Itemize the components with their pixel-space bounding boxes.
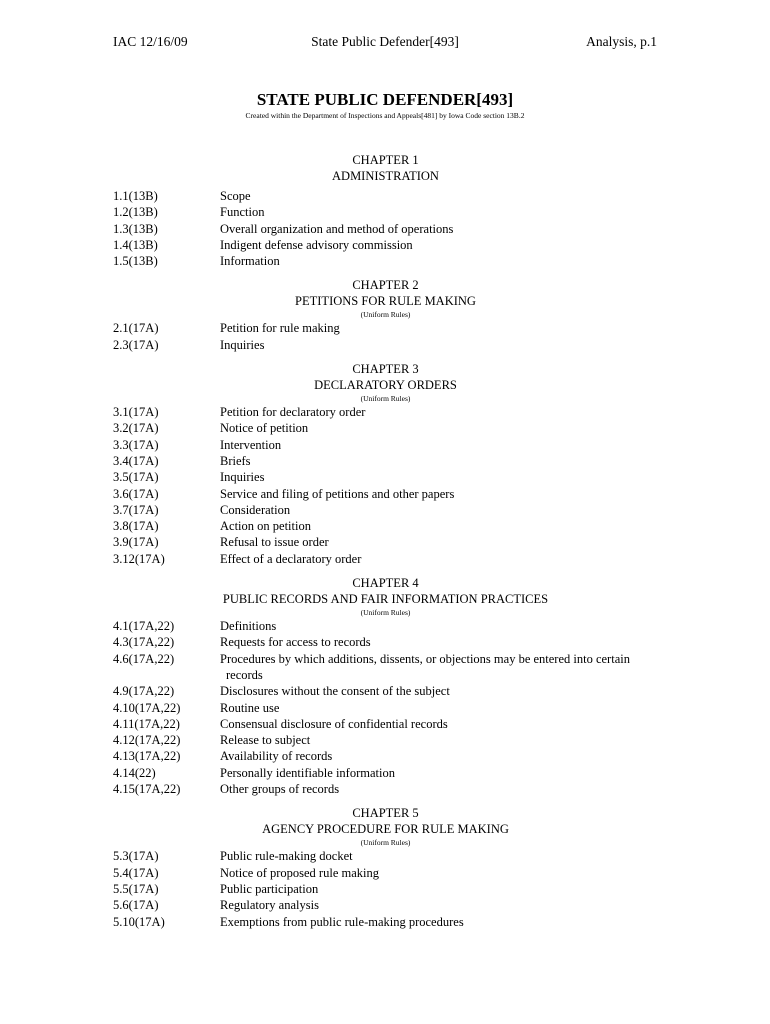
- rule-title: [220, 897, 658, 913]
- rule-number: 4.15(17A,22): [113, 782, 181, 797]
- rule-title-text: Briefs: [220, 453, 251, 468]
- rule-number: 3.8(17A): [113, 519, 159, 534]
- rule-title: [220, 748, 658, 764]
- rule-entry: [113, 437, 658, 453]
- rule-title: [220, 518, 658, 534]
- rule-number: 3.4(17A): [113, 453, 159, 468]
- rule-title: [220, 551, 658, 567]
- rule-title: [220, 848, 658, 864]
- rule-number: 4.9(17A,22): [113, 684, 175, 699]
- rule-title: [220, 253, 658, 269]
- rule-entry: [113, 551, 658, 567]
- chapter-section: [113, 152, 658, 269]
- chapter-name: PUBLIC RECORDS AND FAIR INFORMATION PRACTICES: [222, 592, 549, 607]
- rule-title-text: Indigent defense advisory commission: [220, 237, 413, 252]
- rule-entry: [113, 634, 658, 650]
- rule-number: 3.5(17A): [113, 470, 159, 485]
- rule-number: 4.6(17A,22): [113, 651, 175, 666]
- rule-entry: [113, 683, 658, 699]
- chapter-note: (Uniform Rules): [360, 310, 411, 320]
- chapter-name: ADMINISTRATION: [332, 169, 439, 183]
- rule-title-text: Information: [220, 254, 280, 269]
- header-date: IAC 12/16/09: [113, 34, 188, 49]
- rule-title-text: Consensual disclosure of confidential records: [220, 716, 448, 731]
- chapter-section: [113, 575, 658, 797]
- chapter-number: CHAPTER 3: [352, 362, 419, 377]
- rule-entry: [113, 469, 658, 485]
- rule-title: [220, 716, 658, 732]
- rule-number: 3.9(17A): [113, 535, 159, 550]
- rule-number: 3.12(17A): [113, 551, 165, 566]
- header-agency: State Public Defender[493]: [311, 34, 459, 49]
- rule-title: [220, 221, 658, 237]
- rule-number: 4.13(17A,22): [113, 749, 181, 764]
- rule-entry: [113, 700, 658, 716]
- rule-entry: [113, 188, 658, 204]
- rule-entry: [113, 404, 658, 420]
- rule-title: [220, 634, 658, 650]
- rule-number: 5.6(17A): [113, 898, 159, 913]
- rule-entry: [113, 320, 658, 336]
- rule-number: 5.5(17A): [113, 881, 159, 896]
- rule-entry: [113, 716, 658, 732]
- rule-title: [220, 453, 658, 469]
- rule-title: [220, 420, 658, 436]
- chapter-number: CHAPTER 4: [352, 576, 419, 591]
- rule-entry: [113, 732, 658, 748]
- chapter-note: (Uniform Rules): [360, 838, 411, 848]
- rule-number: 4.11(17A,22): [113, 716, 180, 731]
- rule-entry: [113, 748, 658, 764]
- rule-title: [220, 337, 658, 353]
- rule-entry: [113, 486, 658, 502]
- rule-entry: [113, 848, 658, 864]
- rule-title: [220, 781, 658, 797]
- rule-entry: [113, 453, 658, 469]
- rule-entry: [113, 881, 658, 897]
- rule-entry: [113, 865, 658, 881]
- rule-entry: [113, 914, 658, 930]
- rule-title-text: Petition for rule making: [220, 321, 340, 336]
- rule-number: 5.3(17A): [113, 849, 159, 864]
- rule-entry: [113, 502, 658, 518]
- rule-number: 1.4(13B): [113, 237, 158, 252]
- rule-number: 3.6(17A): [113, 486, 159, 501]
- rule-entry: [113, 651, 658, 684]
- rule-entry: [113, 221, 658, 237]
- rule-title-text: Routine use: [220, 700, 280, 715]
- document-title: STATE PUBLIC DEFENDER[493]: [256, 90, 514, 109]
- chapter-number: CHAPTER 1: [352, 153, 419, 167]
- chapter-section: [113, 361, 658, 567]
- rule-title: [220, 881, 658, 897]
- rule-title-text: Refusal to issue order: [220, 535, 329, 550]
- rule-entry: [113, 618, 658, 634]
- rule-number: 2.3(17A): [113, 337, 159, 352]
- chapter-name: PETITIONS FOR RULE MAKING: [295, 294, 476, 309]
- rule-entry: [113, 534, 658, 550]
- rule-title-text: Consideration: [220, 502, 291, 517]
- rule-title-text: Public participation: [220, 881, 319, 896]
- rule-entry: [113, 237, 658, 253]
- rule-entry: [113, 420, 658, 436]
- rule-entry: [113, 253, 658, 269]
- rule-title: [220, 914, 658, 930]
- rule-title-text: Intervention: [220, 437, 282, 452]
- chapter-section: [113, 805, 658, 929]
- page-header: [113, 34, 657, 52]
- rule-title-text: Scope: [220, 189, 251, 203]
- rule-title: [220, 618, 658, 634]
- rule-title-text: Petition for declaratory order: [220, 405, 366, 420]
- chapter-list: [113, 152, 658, 938]
- rule-entry: [113, 337, 658, 353]
- rule-title: [220, 732, 658, 748]
- rule-title-text: Regulatory analysis: [220, 898, 319, 913]
- rule-title: [220, 865, 658, 881]
- rule-number: 2.1(17A): [113, 321, 159, 336]
- header-page-number: Analysis, p.1: [586, 34, 657, 49]
- rule-title-text: Procedures by which additions, dissents, or objections may be entered into certain: [220, 651, 630, 666]
- rule-title-text: Definitions: [220, 619, 277, 634]
- rule-title: [220, 765, 658, 781]
- chapter-note: (Uniform Rules): [360, 394, 411, 404]
- document-subtitle: Created within the Department of Inspections and Appeals[481] by Iowa Code section 13B.2: [245, 111, 525, 120]
- chapter-name: AGENCY PROCEDURE FOR RULE MAKING: [262, 822, 509, 837]
- rule-title: [220, 700, 658, 716]
- rule-title: [220, 237, 658, 253]
- rule-title: [220, 534, 658, 550]
- rule-title-text: Inquiries: [220, 337, 265, 352]
- rule-number: 3.2(17A): [113, 421, 159, 436]
- rule-number: 1.2(13B): [113, 205, 158, 220]
- rule-title-text: Personally identifiable information: [220, 765, 395, 780]
- rule-title-text: Exemptions from public rule-making procedures: [220, 914, 464, 929]
- rule-title: [220, 502, 658, 518]
- chapter-number: CHAPTER 2: [352, 278, 419, 293]
- rule-title: [220, 683, 658, 699]
- rule-entry: [113, 765, 658, 781]
- rule-number: 5.10(17A): [113, 914, 165, 929]
- rule-title: [220, 404, 658, 420]
- rule-title: [220, 486, 658, 502]
- rule-title-text: Disclosures without the consent of the subject: [220, 684, 450, 699]
- rule-entry: [113, 204, 658, 220]
- rule-number: 4.12(17A,22): [113, 733, 181, 748]
- rule-title: [220, 188, 658, 204]
- chapter-name: DECLARATORY ORDERS: [314, 378, 457, 393]
- rule-title-text: Requests for access to records: [220, 635, 371, 650]
- rule-number: 4.10(17A,22): [113, 700, 181, 715]
- rule-title: [220, 469, 658, 485]
- rule-number: 1.5(13B): [113, 254, 158, 269]
- rule-number: 4.1(17A,22): [113, 619, 175, 634]
- rule-title: [220, 651, 658, 684]
- rule-number: 1.3(13B): [113, 221, 158, 236]
- rule-title: [220, 437, 658, 453]
- rule-number: 1.1(13B): [113, 189, 158, 203]
- rule-number: 3.7(17A): [113, 502, 159, 517]
- rule-title-continuation: records: [226, 667, 263, 682]
- rule-title-text: Notice of proposed rule making: [220, 865, 379, 880]
- rule-title: [220, 320, 658, 336]
- rule-entry: [113, 518, 658, 534]
- rule-title-text: Public rule-making docket: [220, 849, 353, 864]
- rule-title-text: Effect of a declaratory order: [220, 551, 362, 566]
- rule-title: [220, 204, 658, 220]
- rule-title-text: Release to subject: [220, 733, 311, 748]
- rule-title-text: Notice of petition: [220, 421, 309, 436]
- chapter-number: CHAPTER 5: [352, 806, 419, 821]
- rule-title-text: Action on petition: [220, 519, 311, 534]
- rule-title-text: Overall organization and method of operations: [220, 221, 454, 236]
- chapter-section: [113, 277, 658, 353]
- rule-number: 4.3(17A,22): [113, 635, 175, 650]
- rule-entry: [113, 781, 658, 797]
- rule-number: 4.14(22): [113, 765, 156, 780]
- rule-number: 3.3(17A): [113, 437, 159, 452]
- rule-number: 3.1(17A): [113, 405, 159, 420]
- rule-entry: [113, 897, 658, 913]
- rule-title-text: Function: [220, 205, 265, 220]
- rule-title-text: Other groups of records: [220, 782, 340, 797]
- rule-number: 5.4(17A): [113, 865, 159, 880]
- rule-title-text: Inquiries: [220, 470, 265, 485]
- chapter-note: (Uniform Rules): [360, 608, 411, 618]
- rule-title-text: Availability of records: [220, 749, 333, 764]
- rule-title-text: Service and filing of petitions and other papers: [220, 486, 455, 501]
